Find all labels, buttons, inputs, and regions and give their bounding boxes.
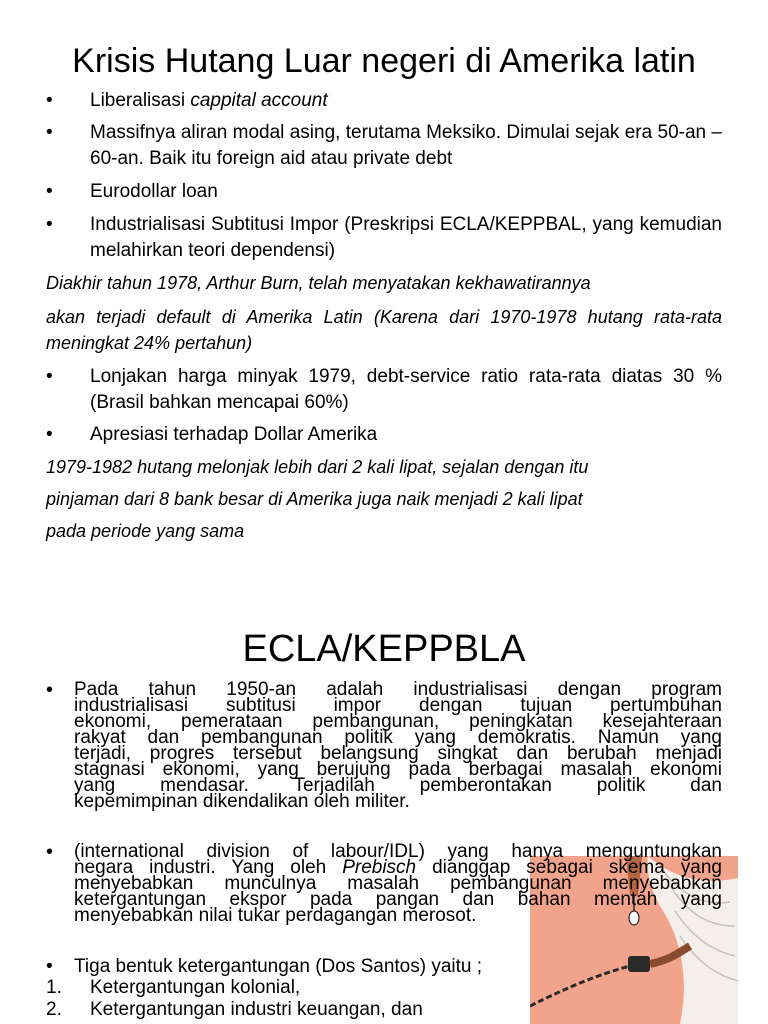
- bullet-text-line: menyebabkan munculnya masalah pembangunan menyebabkan: [74, 873, 722, 894]
- bullet-text: Eurodollar loan: [90, 181, 218, 202]
- bullet-text-line: rakyat dan pembangunan politik yang demokratis. Namun yang: [74, 727, 722, 748]
- bullet-item: [46, 120, 722, 172]
- bullet-text-line: yang mendasar. Terjadilah pemberontakan politik dan: [74, 775, 722, 796]
- bullet-item: [46, 212, 722, 264]
- bullet-item: [46, 88, 722, 114]
- item-number: 1.: [46, 977, 62, 998]
- numbered-item: [46, 998, 423, 1022]
- slide-title: ECLA/KEPPBLA: [242, 628, 526, 670]
- bullet-dot: •: [46, 956, 53, 977]
- bullet-text-segment: dianggap sebagai skema yang: [416, 857, 722, 878]
- bullet-item: [46, 679, 722, 812]
- bullet-text: Industrialisasi Subtitusi Impor (Preskripsi ECLA/KEPPBAL, yang kemudian melahirkan teori dependensi): [90, 214, 722, 261]
- italic-paragraph: pada periode yang sama: [46, 521, 245, 541]
- bullet-text-line: ekonomi, pemerataan pembangunan, peningkatan kesejahteraan: [74, 711, 722, 732]
- bullet-text-line: terjadi, progres tersebut belangsung singkat dan berubah menjadi: [74, 743, 722, 764]
- item-text: Ketergantungan industri keuangan, dan: [90, 999, 423, 1020]
- bullet-text-line: kepemimpinan dikendalikan oleh militer.: [74, 791, 410, 812]
- bullet-text-line: stagnasi ekonomi, yang berujung pada berbagai masalah ekonomi: [74, 759, 722, 780]
- italic-paragraph: 1979-1982 hutang melonjak lebih dari 2 kali lipat, sejalan dengan itu: [46, 457, 589, 477]
- bullet-text-segment: negara industri. Yang oleh: [74, 857, 343, 878]
- bullet-text-line: industrialisasi subtitusi impor dengan tujuan pertumbuhan: [74, 695, 722, 716]
- bullet-text: Lonjakan harga minyak 1979, debt-service ratio rata-rata diatas 30 % (Brasil bahkan mencapai 60%): [90, 366, 722, 413]
- numbered-item: [46, 976, 300, 1000]
- bullet-text: Liberalisasi: [90, 90, 191, 111]
- bullet-dot: •: [46, 90, 53, 111]
- bullet-text: Massifnya aliran modal asing, terutama Meksiko. Dimulai sejak era 50-an – 60-an. Baik itu foreign aid atau private debt: [90, 122, 722, 169]
- italic-paragraph: Diakhir tahun 1978, Arthur Burn, telah menyatakan kekhawatirannya: [46, 273, 591, 293]
- bullet-text: Tiga bentuk ketergantungan (Dos Santos) yaitu ;: [74, 956, 483, 977]
- bullet-dot: •: [46, 366, 53, 387]
- bullet-text: Apresiasi terhadap Dollar Amerika: [90, 424, 378, 445]
- bullet-dot: •: [46, 181, 53, 202]
- bullet-item: [46, 179, 722, 205]
- bullet-dot: •: [46, 679, 54, 701]
- bullet-item: [46, 841, 722, 926]
- bullet-text-line: (international division of labour/IDL) yang hanya menguntungkan: [74, 841, 722, 862]
- bullet-item: [46, 364, 722, 416]
- bullet-dot: •: [46, 841, 54, 863]
- bullet-text-line: menyebabkan nilai tukar perdagangan merosot.: [74, 905, 477, 926]
- item-text: Ketergantungan kolonial,: [90, 977, 301, 998]
- bullet-dot: •: [46, 122, 53, 143]
- italic-paragraph: pinjaman dari 8 bank besar di Amerika juga naik menjadi 2 kali lipat: [46, 489, 583, 509]
- bullet-item: [46, 422, 722, 448]
- bullet-text-line: ketergantungan ekspor pada pangan dan bahan mentah yang: [74, 889, 722, 910]
- italic-paragraph: akan terjadi default di Amerika Latin (Karena dari 1970-1978 hutang rata-rata meningkat 24% pertahun): [46, 307, 722, 353]
- bullet-dot: •: [46, 424, 53, 445]
- item-number: 2.: [46, 999, 62, 1020]
- bullet-text-line: Pada tahun 1950-an adalah industrialisasi dengan program: [74, 679, 722, 700]
- slide-2: [0, 600, 768, 1024]
- bullet-text-italic: cappital account: [190, 90, 328, 111]
- bullet-text-italic: Prebisch: [342, 857, 417, 878]
- slide-title: Krisis Hutang Luar negeri di Amerika latin: [72, 42, 696, 80]
- bullet-dot: •: [46, 214, 53, 235]
